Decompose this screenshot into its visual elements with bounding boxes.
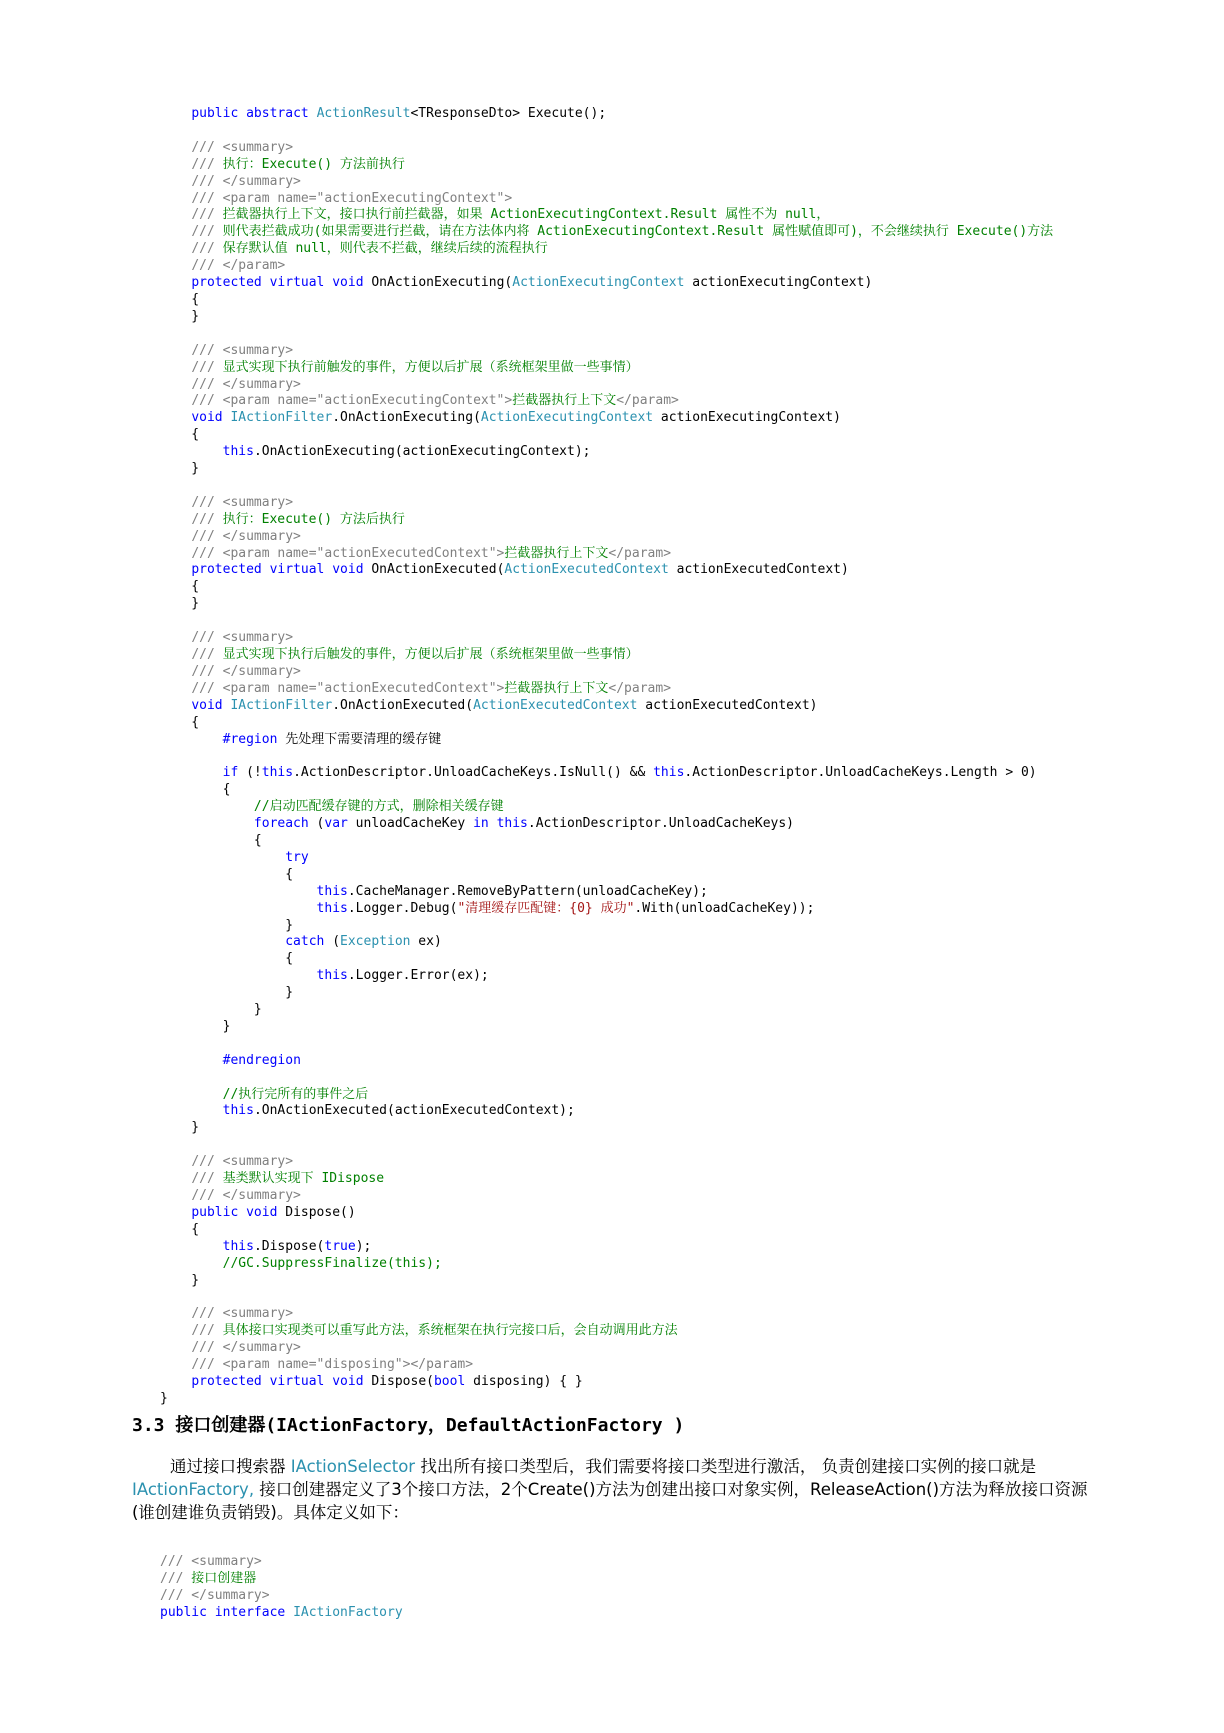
code-token — [160, 1357, 191, 1372]
code-token — [160, 157, 191, 172]
paragraph-text: 接口创建器定义了3个接口方法，2个Create()方法为创建出接口对象实例，ReleaseAction()方法为释放接口资源(谁创建谁负责销毁)。具体定义如下： — [132, 1480, 1088, 1522]
code-token — [160, 106, 191, 121]
code-token: this — [316, 900, 348, 916]
code-line — [160, 951, 1053, 968]
code-line — [160, 1323, 1053, 1340]
code-token: this — [653, 765, 685, 781]
code-token: .Dispose( — [253, 1238, 325, 1254]
code-token — [160, 968, 317, 983]
code-token — [160, 1306, 191, 1321]
code-token: public — [191, 1204, 239, 1220]
code-line — [160, 782, 1053, 799]
code-token: OnActionExecuted( — [363, 562, 505, 578]
code-line — [160, 1571, 403, 1588]
code-token: this — [222, 444, 254, 460]
code-token — [160, 360, 191, 375]
code-token: .Logger.Error(ex); — [347, 968, 489, 984]
code-line — [160, 748, 1053, 765]
code-line — [160, 698, 1053, 715]
code-token: .OnActionExecuting( — [332, 410, 481, 426]
code-token: { — [160, 866, 294, 882]
code-line — [160, 1154, 1053, 1171]
code-token: this — [316, 883, 348, 899]
code-token — [160, 1374, 191, 1389]
code-token — [160, 1340, 191, 1355]
code-token: protected — [191, 562, 262, 578]
code-token: .ActionDescriptor.UnloadCacheKeys.IsNull() && — [293, 765, 654, 781]
code-line — [160, 613, 1053, 630]
code-token: /// <summary> — [191, 139, 294, 155]
code-line — [160, 1391, 1053, 1408]
code-token: } — [160, 1120, 200, 1136]
code-token — [285, 1605, 293, 1620]
code-token: catch — [285, 934, 325, 950]
code-token: } — [160, 1390, 168, 1406]
code-token — [160, 630, 191, 645]
code-token: ActionExecutingContext — [480, 410, 654, 426]
code-token: 拦截器执行上下文 — [504, 545, 609, 561]
code-token: actionExecutedContext) — [637, 697, 818, 713]
code-token: virtual — [269, 562, 325, 578]
code-token — [160, 444, 223, 459]
code-token — [207, 1605, 215, 1620]
type-reference: IActionSelector — [290, 1457, 416, 1476]
code-token — [160, 343, 191, 358]
code-token: Exception — [340, 934, 411, 950]
code-token: /// — [191, 359, 215, 375]
code-token: try — [285, 849, 309, 865]
code-token: IActionFilter — [230, 410, 333, 426]
code-token — [160, 664, 191, 679]
code-token: /// — [191, 224, 215, 240]
code-token — [160, 1103, 223, 1118]
code-token — [160, 799, 254, 814]
code-token: 显式实现下执行前触发的事件，方便以后扩展（系统框架里做一些事情） — [214, 359, 639, 375]
code-line — [160, 579, 1053, 596]
code-token: /// </summary> — [191, 1188, 301, 1203]
code-line — [160, 715, 1053, 732]
code-token — [309, 106, 317, 121]
code-token: ex) — [410, 934, 442, 950]
code-line — [160, 512, 1053, 529]
code-token: /// <param name="actionExecutingContext"> — [191, 190, 513, 206]
code-line — [160, 1256, 1053, 1273]
code-line — [160, 1036, 1053, 1053]
code-block-action-base-class — [160, 106, 1053, 1408]
code-token: 拦截器执行上下文 — [504, 680, 609, 696]
code-token: </param> — [616, 393, 679, 409]
code-token: /// — [191, 241, 215, 257]
paragraph-text: 找出所有接口类型后，我们需要将接口类型进行激活， 负责创建接口实例的接口就是 — [415, 1457, 1037, 1476]
code-token: /// <summary> — [191, 630, 294, 646]
code-token — [160, 934, 285, 949]
code-token: if — [222, 765, 239, 781]
code-token: /// — [191, 1323, 215, 1339]
code-line — [160, 1188, 1053, 1205]
code-token: 执行：Execute() 方法后执行 — [214, 511, 405, 527]
code-token: .OnActionExecuted(actionExecutedContext); — [253, 1103, 575, 1119]
code-line — [160, 1273, 1053, 1290]
code-token — [160, 850, 285, 865]
code-token: void — [191, 697, 223, 713]
code-line — [160, 410, 1053, 427]
code-token: /// — [191, 156, 215, 172]
code-token: this — [316, 968, 348, 984]
code-token: this — [496, 816, 528, 832]
code-token — [160, 140, 191, 155]
code-line — [160, 664, 1053, 681]
code-line — [160, 529, 1053, 546]
code-token — [160, 901, 317, 916]
code-line — [160, 732, 1053, 749]
code-token: /// </summary> — [191, 528, 301, 544]
code-line — [160, 309, 1053, 326]
code-token: unloadCacheKey — [347, 816, 474, 832]
code-token: .CacheManager.RemoveByPattern(unloadCacheKey); — [347, 883, 708, 899]
code-token: protected — [191, 1373, 262, 1389]
code-line — [160, 681, 1053, 698]
code-line — [160, 968, 1053, 985]
code-token — [160, 562, 191, 577]
code-line — [160, 393, 1053, 410]
code-token: ActionExecutingContext — [512, 275, 685, 291]
code-token — [160, 1171, 191, 1186]
code-token: /// <summary> — [191, 494, 294, 510]
code-token: 接口创建器 — [183, 1570, 257, 1586]
code-token: /// </summary> — [191, 376, 301, 392]
code-token — [160, 174, 191, 189]
code-token: actionExecutedContext) — [668, 562, 849, 578]
code-token: { — [160, 832, 262, 848]
code-token: { — [160, 427, 200, 443]
code-token: void — [332, 275, 364, 291]
code-line — [160, 444, 1053, 461]
code-token: .ActionDescriptor.UnloadCacheKeys) — [527, 816, 794, 832]
code-token — [160, 732, 223, 747]
code-line — [160, 1289, 1053, 1306]
code-token: { — [160, 291, 200, 307]
code-token: ActionExecutedContext — [504, 562, 669, 578]
code-token: 保存默认值 null，则代表不拦截，继续后续的流程执行 — [214, 241, 548, 257]
code-token: { — [160, 714, 200, 730]
code-token: disposing) { } — [465, 1373, 583, 1389]
code-token: /// <param name="disposing"></param> — [191, 1357, 474, 1373]
code-line — [160, 1554, 403, 1571]
code-token: { — [160, 951, 294, 967]
code-token: Dispose() — [277, 1204, 356, 1220]
code-line — [160, 106, 1053, 123]
code-token: } — [160, 308, 200, 324]
code-block-action-factory — [160, 1554, 403, 1622]
code-line — [160, 833, 1053, 850]
code-token: <TResponseDto> Execute(); — [410, 106, 607, 121]
code-line — [160, 867, 1053, 884]
code-token — [160, 698, 191, 713]
code-line — [160, 1357, 1053, 1374]
code-token: /// — [191, 511, 215, 527]
code-token: } — [160, 461, 200, 477]
code-token: actionExecutingContext) — [684, 275, 873, 291]
code-token: </param> — [608, 545, 672, 561]
code-token — [160, 546, 191, 561]
code-token — [160, 529, 191, 544]
code-token: void — [332, 1373, 364, 1389]
code-token: //GC.SuppressFinalize(this); — [222, 1255, 442, 1271]
code-line — [160, 596, 1053, 613]
code-token: ( — [308, 816, 325, 832]
code-token: 则代表拦截成功(如果需要进行拦截，请在方法体内将 ActionExecutingContext.Result 属性赋值即可)，不会继续执行 Execute()方法 — [214, 224, 1054, 240]
code-line — [160, 1222, 1053, 1239]
code-token: (! — [238, 765, 262, 781]
code-line — [160, 258, 1053, 275]
code-token: 基类默认实现下 IDispose — [214, 1171, 385, 1187]
code-token: /// <param name="actionExecutedContext"> — [191, 545, 505, 561]
code-line — [160, 630, 1053, 647]
code-token: .Logger.Debug( — [347, 900, 458, 916]
code-token — [160, 1188, 191, 1203]
code-token: /// </summary> — [160, 1587, 270, 1603]
code-line — [160, 1588, 403, 1605]
code-token — [262, 275, 270, 290]
code-token — [238, 106, 246, 121]
code-line — [160, 850, 1053, 867]
code-token: .With(unloadCacheKey)); — [634, 900, 815, 916]
code-line — [160, 360, 1053, 377]
code-line — [160, 461, 1053, 478]
code-token: /// </summary> — [191, 1340, 301, 1356]
paragraph-text: 通过接口搜索器 — [170, 1457, 291, 1476]
code-token: 先处理下需要清理的缓存键 — [277, 731, 442, 747]
code-line — [160, 1087, 1053, 1104]
code-token — [160, 241, 191, 256]
code-line — [160, 495, 1053, 512]
code-token: var — [324, 816, 348, 832]
code-token — [160, 258, 191, 273]
code-token: 执行：Execute() 方法前执行 — [214, 156, 405, 172]
code-token: } — [160, 985, 294, 1001]
code-token — [160, 191, 191, 206]
code-token: actionExecutingContext) — [653, 410, 841, 426]
code-token: /// </param> — [191, 258, 286, 274]
code-line — [160, 1340, 1053, 1357]
code-token: ); — [355, 1238, 372, 1254]
code-token: /// </summary> — [191, 173, 301, 189]
code-token: true — [324, 1238, 356, 1254]
code-token — [489, 816, 497, 831]
code-token: 拦截器执行上下文，接口执行前拦截器，如果 ActionExecutingContext.Result 属性不为 null， — [214, 207, 830, 223]
code-token — [160, 681, 191, 696]
code-token: ActionExecutedContext — [473, 697, 638, 713]
code-token: ActionResult — [316, 106, 411, 121]
code-token: void — [332, 562, 364, 578]
code-token: protected — [191, 275, 262, 291]
code-token — [160, 410, 191, 425]
code-token — [160, 207, 191, 222]
code-token: //启动匹配缓存键的方式，删除相关缓存键 — [253, 799, 504, 815]
code-token: /// <summary> — [191, 1154, 294, 1170]
code-token: </param> — [608, 680, 672, 696]
code-token — [262, 1374, 270, 1389]
code-line — [160, 647, 1053, 664]
code-line — [160, 343, 1053, 360]
code-line — [160, 427, 1053, 444]
code-token: this — [222, 1238, 254, 1254]
code-token: 拦截器执行上下文 — [512, 393, 617, 409]
code-line — [160, 1137, 1053, 1154]
code-token: //执行完所有的事件之后 — [222, 1086, 369, 1102]
code-token: interface — [214, 1604, 286, 1620]
code-line — [160, 799, 1053, 816]
code-token: /// — [160, 1570, 184, 1586]
code-token: /// <param name="actionExecutedContext"> — [191, 680, 505, 696]
code-line — [160, 1239, 1053, 1256]
code-line — [160, 884, 1053, 901]
code-token: .OnActionExecuting(actionExecutingContext); — [253, 444, 591, 460]
code-line — [160, 1070, 1053, 1087]
code-line — [160, 241, 1053, 258]
code-token — [160, 1205, 191, 1220]
code-token: foreach — [253, 816, 309, 832]
code-token: /// — [191, 1171, 215, 1187]
code-token: .ActionDescriptor.UnloadCacheKeys.Length > 0) — [684, 765, 1037, 781]
code-token: IActionFactory — [293, 1604, 403, 1620]
code-token: { — [160, 579, 200, 595]
code-line — [160, 275, 1053, 292]
code-token: /// </summary> — [191, 663, 301, 679]
code-line — [160, 1002, 1053, 1019]
code-token: public — [160, 1604, 207, 1620]
code-token: { — [160, 782, 231, 798]
code-token: Dispose( — [363, 1373, 434, 1389]
code-token: in — [473, 816, 489, 832]
code-line — [160, 174, 1053, 191]
code-line — [160, 1306, 1053, 1323]
code-line — [160, 765, 1053, 782]
section-heading: 3.3 接口创建器(IActionFactory，DefaultActionFactory ) — [132, 1415, 685, 1436]
code-token: /// <summary> — [191, 342, 294, 358]
code-token: { — [160, 1221, 200, 1237]
code-line — [160, 816, 1053, 833]
code-token: void — [246, 1204, 278, 1220]
code-token: .OnActionExecuted( — [332, 697, 474, 713]
code-token: /// <summary> — [191, 1306, 294, 1322]
code-token: 显式实现下执行后触发的事件，方便以后扩展（系统框架里做一些事情） — [214, 647, 639, 662]
code-line — [160, 123, 1053, 140]
code-token: this — [222, 1103, 254, 1119]
code-line — [160, 1171, 1053, 1188]
code-token — [160, 1087, 223, 1102]
body-paragraph — [132, 1455, 1092, 1524]
code-token — [262, 562, 270, 577]
code-line — [160, 1053, 1053, 1070]
code-token — [160, 495, 191, 510]
code-token: #endregion — [222, 1052, 301, 1068]
code-token: ( — [324, 934, 341, 950]
code-token — [160, 884, 317, 899]
code-line — [160, 377, 1053, 394]
code-token: 具体接口实现类可以重写此方法，系统框架在执行完接口后，会自动调用此方法 — [214, 1323, 678, 1339]
code-token: } — [160, 1002, 262, 1018]
code-line — [160, 157, 1053, 174]
code-line — [160, 326, 1053, 343]
code-line — [160, 1605, 403, 1622]
code-token: void — [191, 410, 223, 426]
code-token: virtual — [269, 1373, 325, 1389]
code-token — [160, 647, 191, 662]
code-token: #region — [222, 731, 278, 747]
type-reference: IActionFactory, — [132, 1480, 255, 1499]
code-token: } — [160, 917, 294, 933]
code-line — [160, 292, 1053, 309]
code-token: /// — [191, 207, 215, 223]
code-token — [160, 377, 191, 392]
code-line — [160, 918, 1053, 935]
code-token: } — [160, 596, 200, 612]
code-token — [160, 765, 223, 780]
code-line — [160, 1205, 1053, 1222]
code-token: bool — [433, 1373, 466, 1389]
code-line — [160, 207, 1053, 224]
code-token: virtual — [269, 275, 325, 291]
code-token: /// <param name="actionExecutingContext"> — [191, 393, 513, 409]
code-token — [160, 1256, 223, 1271]
code-token: OnActionExecuting( — [363, 275, 513, 291]
code-token: public — [191, 106, 239, 121]
code-line — [160, 934, 1053, 951]
code-line — [160, 140, 1053, 157]
code-token — [160, 275, 191, 290]
code-line — [160, 1103, 1053, 1120]
code-token: } — [160, 1018, 231, 1034]
code-line — [160, 546, 1053, 563]
code-line — [160, 562, 1053, 579]
code-token: IActionFilter — [230, 697, 333, 713]
code-line — [160, 1019, 1053, 1036]
code-token: this — [261, 765, 294, 781]
code-line — [160, 1374, 1053, 1391]
code-line — [160, 1120, 1053, 1137]
code-line — [160, 901, 1053, 918]
code-line — [160, 478, 1053, 495]
code-token — [160, 1323, 191, 1338]
code-token — [160, 1053, 223, 1068]
code-line — [160, 985, 1053, 1002]
code-token — [160, 816, 254, 831]
code-token: "清理缓存匹配键：{0} 成功" — [457, 900, 635, 916]
code-token — [160, 224, 191, 239]
code-token — [160, 1239, 223, 1254]
code-token — [160, 1154, 191, 1169]
code-line — [160, 191, 1053, 208]
code-token: /// — [191, 647, 215, 662]
code-token — [238, 1205, 246, 1220]
code-line — [160, 224, 1053, 241]
code-token — [160, 393, 191, 408]
code-token: /// <summary> — [160, 1554, 262, 1569]
code-token: abstract — [246, 106, 309, 121]
code-token: } — [160, 1272, 200, 1288]
code-token — [160, 512, 191, 527]
